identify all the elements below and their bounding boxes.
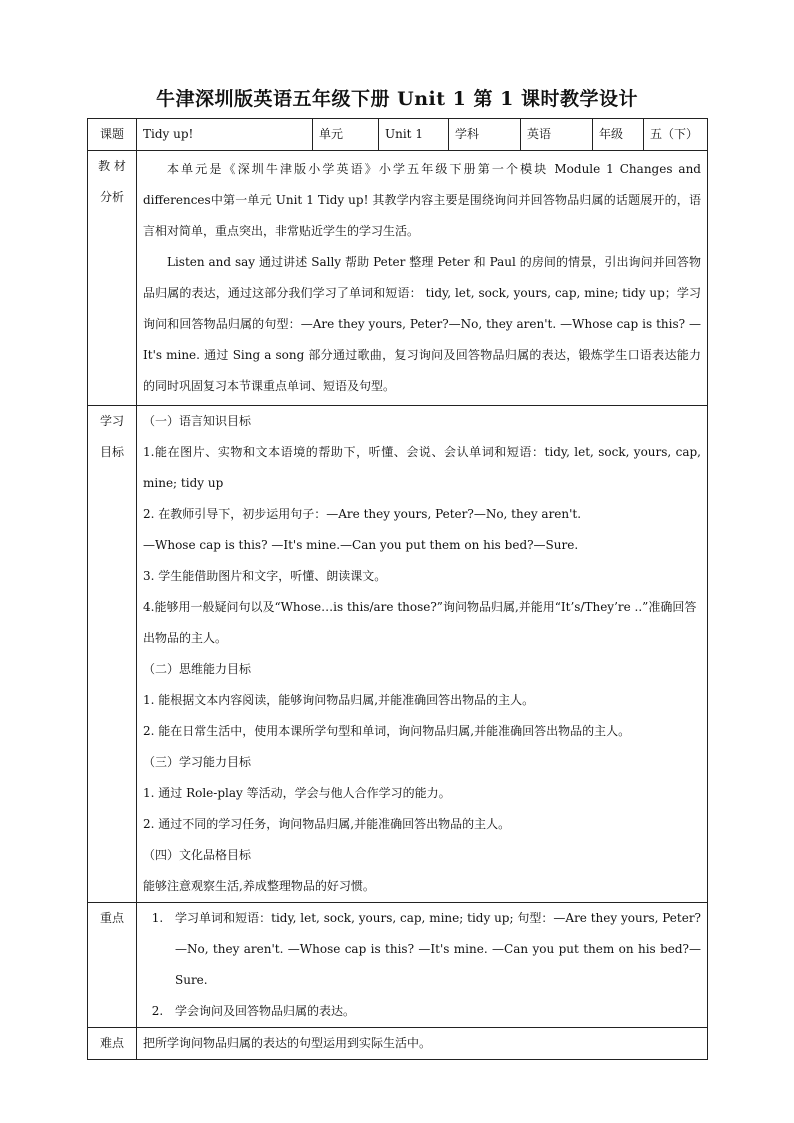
objectives-label-line-1: 学习 bbox=[99, 414, 124, 428]
difficulties-label: 难点 bbox=[88, 1028, 137, 1060]
objective-heading: （四）文化品格目标 bbox=[143, 848, 252, 862]
topic-label: 课题 bbox=[88, 119, 137, 151]
analysis-label-line-1: 教 材 bbox=[98, 159, 126, 173]
subject-label: 学科 bbox=[449, 119, 521, 151]
objectives-label bbox=[88, 406, 137, 903]
objective-item: 4.能够用一般疑问句以及“Whose…is this/are those?”询问物品归属,并能用“It’s/They’re ..”准确回答出物品的主人。 bbox=[143, 600, 697, 645]
objective-item: 3. 学生能借助图片和文字，听懂、朗读课文。 bbox=[143, 569, 387, 583]
unit-label: 单元 bbox=[313, 119, 379, 151]
objective-heading: （一）语言知识目标 bbox=[143, 414, 252, 428]
grade-label: 年级 bbox=[593, 119, 644, 151]
analysis-label-line-2: 分析 bbox=[99, 190, 124, 204]
objective-item: —Whose cap is this? —It's mine.—Can you put them on his bed?—Sure. bbox=[143, 538, 579, 552]
objectives-row bbox=[88, 406, 708, 903]
unit-value: Unit 1 bbox=[379, 119, 449, 151]
objectives-label-line-2: 目标 bbox=[99, 445, 124, 459]
key-point-item: 1. 学习单词和短语：tidy, let, sock, yours, cap, mine; tidy up; 句型：—Are they yours, Peter?—No, they aren't. —Whose cap is this? —It's mine. —Can you put them on his bed?—Sure. bbox=[167, 903, 701, 996]
analysis-row bbox=[88, 151, 708, 406]
key-points-list bbox=[143, 903, 701, 1027]
objective-item: 2. 在教师引导下，初步运用句子：—Are they yours, Peter?—No, they aren't. bbox=[143, 507, 582, 521]
header-row bbox=[88, 119, 708, 151]
topic-value: Tidy up! bbox=[137, 119, 313, 151]
document-title: 牛津深圳版英语五年级下册 Unit 1 第 1 课时教学设计 bbox=[156, 88, 638, 110]
analysis-label bbox=[88, 151, 137, 406]
key-point-item: 2. 学会询问及回答物品归属的表达。 bbox=[167, 996, 701, 1027]
difficulties-row bbox=[88, 1028, 708, 1060]
key-points-label: 重点 bbox=[88, 903, 137, 1028]
objective-heading: （二）思维能力目标 bbox=[143, 662, 252, 676]
objective-item: 1. 能根据文本内容阅读，能够询问物品归属,并能准确回答出物品的主人。 bbox=[143, 693, 535, 707]
analysis-content bbox=[137, 151, 708, 406]
grade-value: 五（下） bbox=[644, 119, 708, 151]
objective-item: 2. 能在日常生活中，使用本课所学句型和单词，询问物品归属,并能准确回答出物品的主人。 bbox=[143, 724, 631, 738]
objective-item: 1.能在图片、实物和文本语境的帮助下，听懂、会说、会认单词和短语：tidy, let, sock, yours, cap, mine; tidy up bbox=[143, 445, 701, 490]
objective-heading: （三）学习能力目标 bbox=[143, 755, 252, 769]
analysis-paragraph: 本单元是《深圳牛津版小学英语》小学五年级下册第一个模块 Module 1 Changes and differences中第一单元 Unit 1 Tidy up! 其教学内容主要是围绕询问并回答物品归属的话题展开的，语言相对简单，重点突出，非常贴近学生的学习生活。 bbox=[143, 162, 701, 238]
lesson-plan-table bbox=[87, 118, 708, 1060]
analysis-paragraph: Listen and say 通过讲述 Sally 帮助 Peter 整理 Peter 和 Paul 的房间的情景，引出询问并回答物品归属的表达，通过这部分我们学习了单词和短语： tidy, let, sock, yours, cap, mine; tidy up；学习询问和回答物品归属的句型：—Are they yours, Peter?—No, they aren't. —Whose cap is this? —It's mine. 通过 Sing a song 部分通过歌曲，复习询问及回答物品归属的表达，锻炼学生口语表达能力的同时巩固复习本节课重点单词、短语及句型。 bbox=[143, 255, 701, 393]
objectives-content bbox=[137, 406, 708, 903]
key-points-row bbox=[88, 903, 708, 1028]
objective-item: 能够注意观察生活,养成整理物品的好习惯。 bbox=[143, 879, 375, 893]
difficulties-content: 把所学询问物品归属的表达的句型运用到实际生活中。 bbox=[137, 1028, 708, 1060]
key-points-content bbox=[137, 903, 708, 1028]
subject-value: 英语 bbox=[521, 119, 593, 151]
objective-item: 2. 通过不同的学习任务，询问物品归属,并能准确回答出物品的主人。 bbox=[143, 817, 511, 831]
objective-item: 1. 通过 Role-play 等活动，学会与他人合作学习的能力。 bbox=[143, 786, 451, 800]
